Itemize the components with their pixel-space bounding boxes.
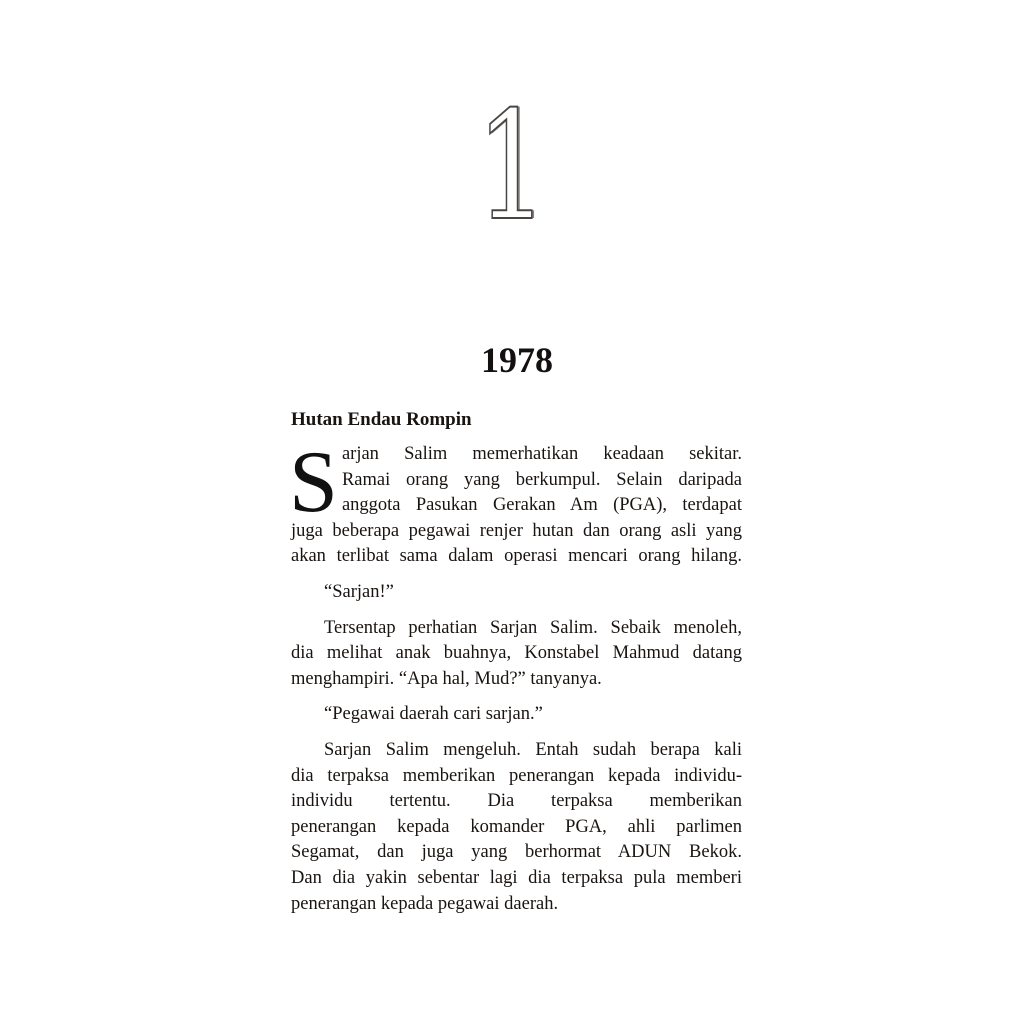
body-text — [291, 406, 742, 917]
text-line: individu tertentu. Dia terpaksa memberikan — [291, 791, 742, 812]
paragraph-4 — [291, 702, 742, 728]
paragraph-1 — [289, 434, 742, 570]
paragraph-2 — [291, 580, 742, 606]
text-line: penerangan kepada komander PGA, ahli parlimen — [291, 816, 742, 837]
text-line: arjan Salim memerhatikan keadaan sekitar. — [341, 444, 742, 464]
text-line: penerangan kepada pegawai daerah. — [291, 893, 559, 914]
paragraph-3 — [291, 616, 742, 693]
text-line: Sarjan Salim mengeluh. Entah sudah berapa kali — [324, 739, 742, 760]
text-line: akan terlibat sama dalam operasi mencari orang hilang. — [291, 546, 742, 567]
text-line: Tersentap perhatian Sarjan Salim. Sebaik menoleh, — [324, 617, 742, 638]
text-line: juga beberapa pegawai renjer hutan dan orang asli yang — [291, 520, 742, 541]
paragraph-5 — [291, 738, 742, 917]
drop-cap: S — [289, 434, 338, 531]
text-line: dia melihat anak buahnya, Konstabel Mahmud datang — [291, 643, 742, 664]
text-line: Ramai orang yang berkumpul. Selain daripada — [341, 469, 742, 490]
chapter-year-title: 1978 — [481, 340, 553, 380]
text-line: menghampiri. “Apa hal, Mud?” tanyanya. — [291, 668, 602, 689]
section-heading: Hutan Endau Rompin — [291, 409, 472, 430]
chapter-number: 1 — [476, 80, 548, 254]
text-line: Dan dia yakin sebentar lagi dia terpaksa pula memberi — [291, 867, 742, 888]
text-line: “Pegawai daerah cari sarjan.” — [324, 704, 543, 725]
text-line: “Sarjan!” — [324, 581, 394, 602]
text-line: dia terpaksa memberikan penerangan kepada individu- — [291, 765, 742, 786]
text-line: anggota Pasukan Gerakan Am (PGA), terdapat — [341, 495, 742, 516]
text-line: Segamat, dan juga yang berhormat ADUN Bekok. — [291, 842, 742, 863]
